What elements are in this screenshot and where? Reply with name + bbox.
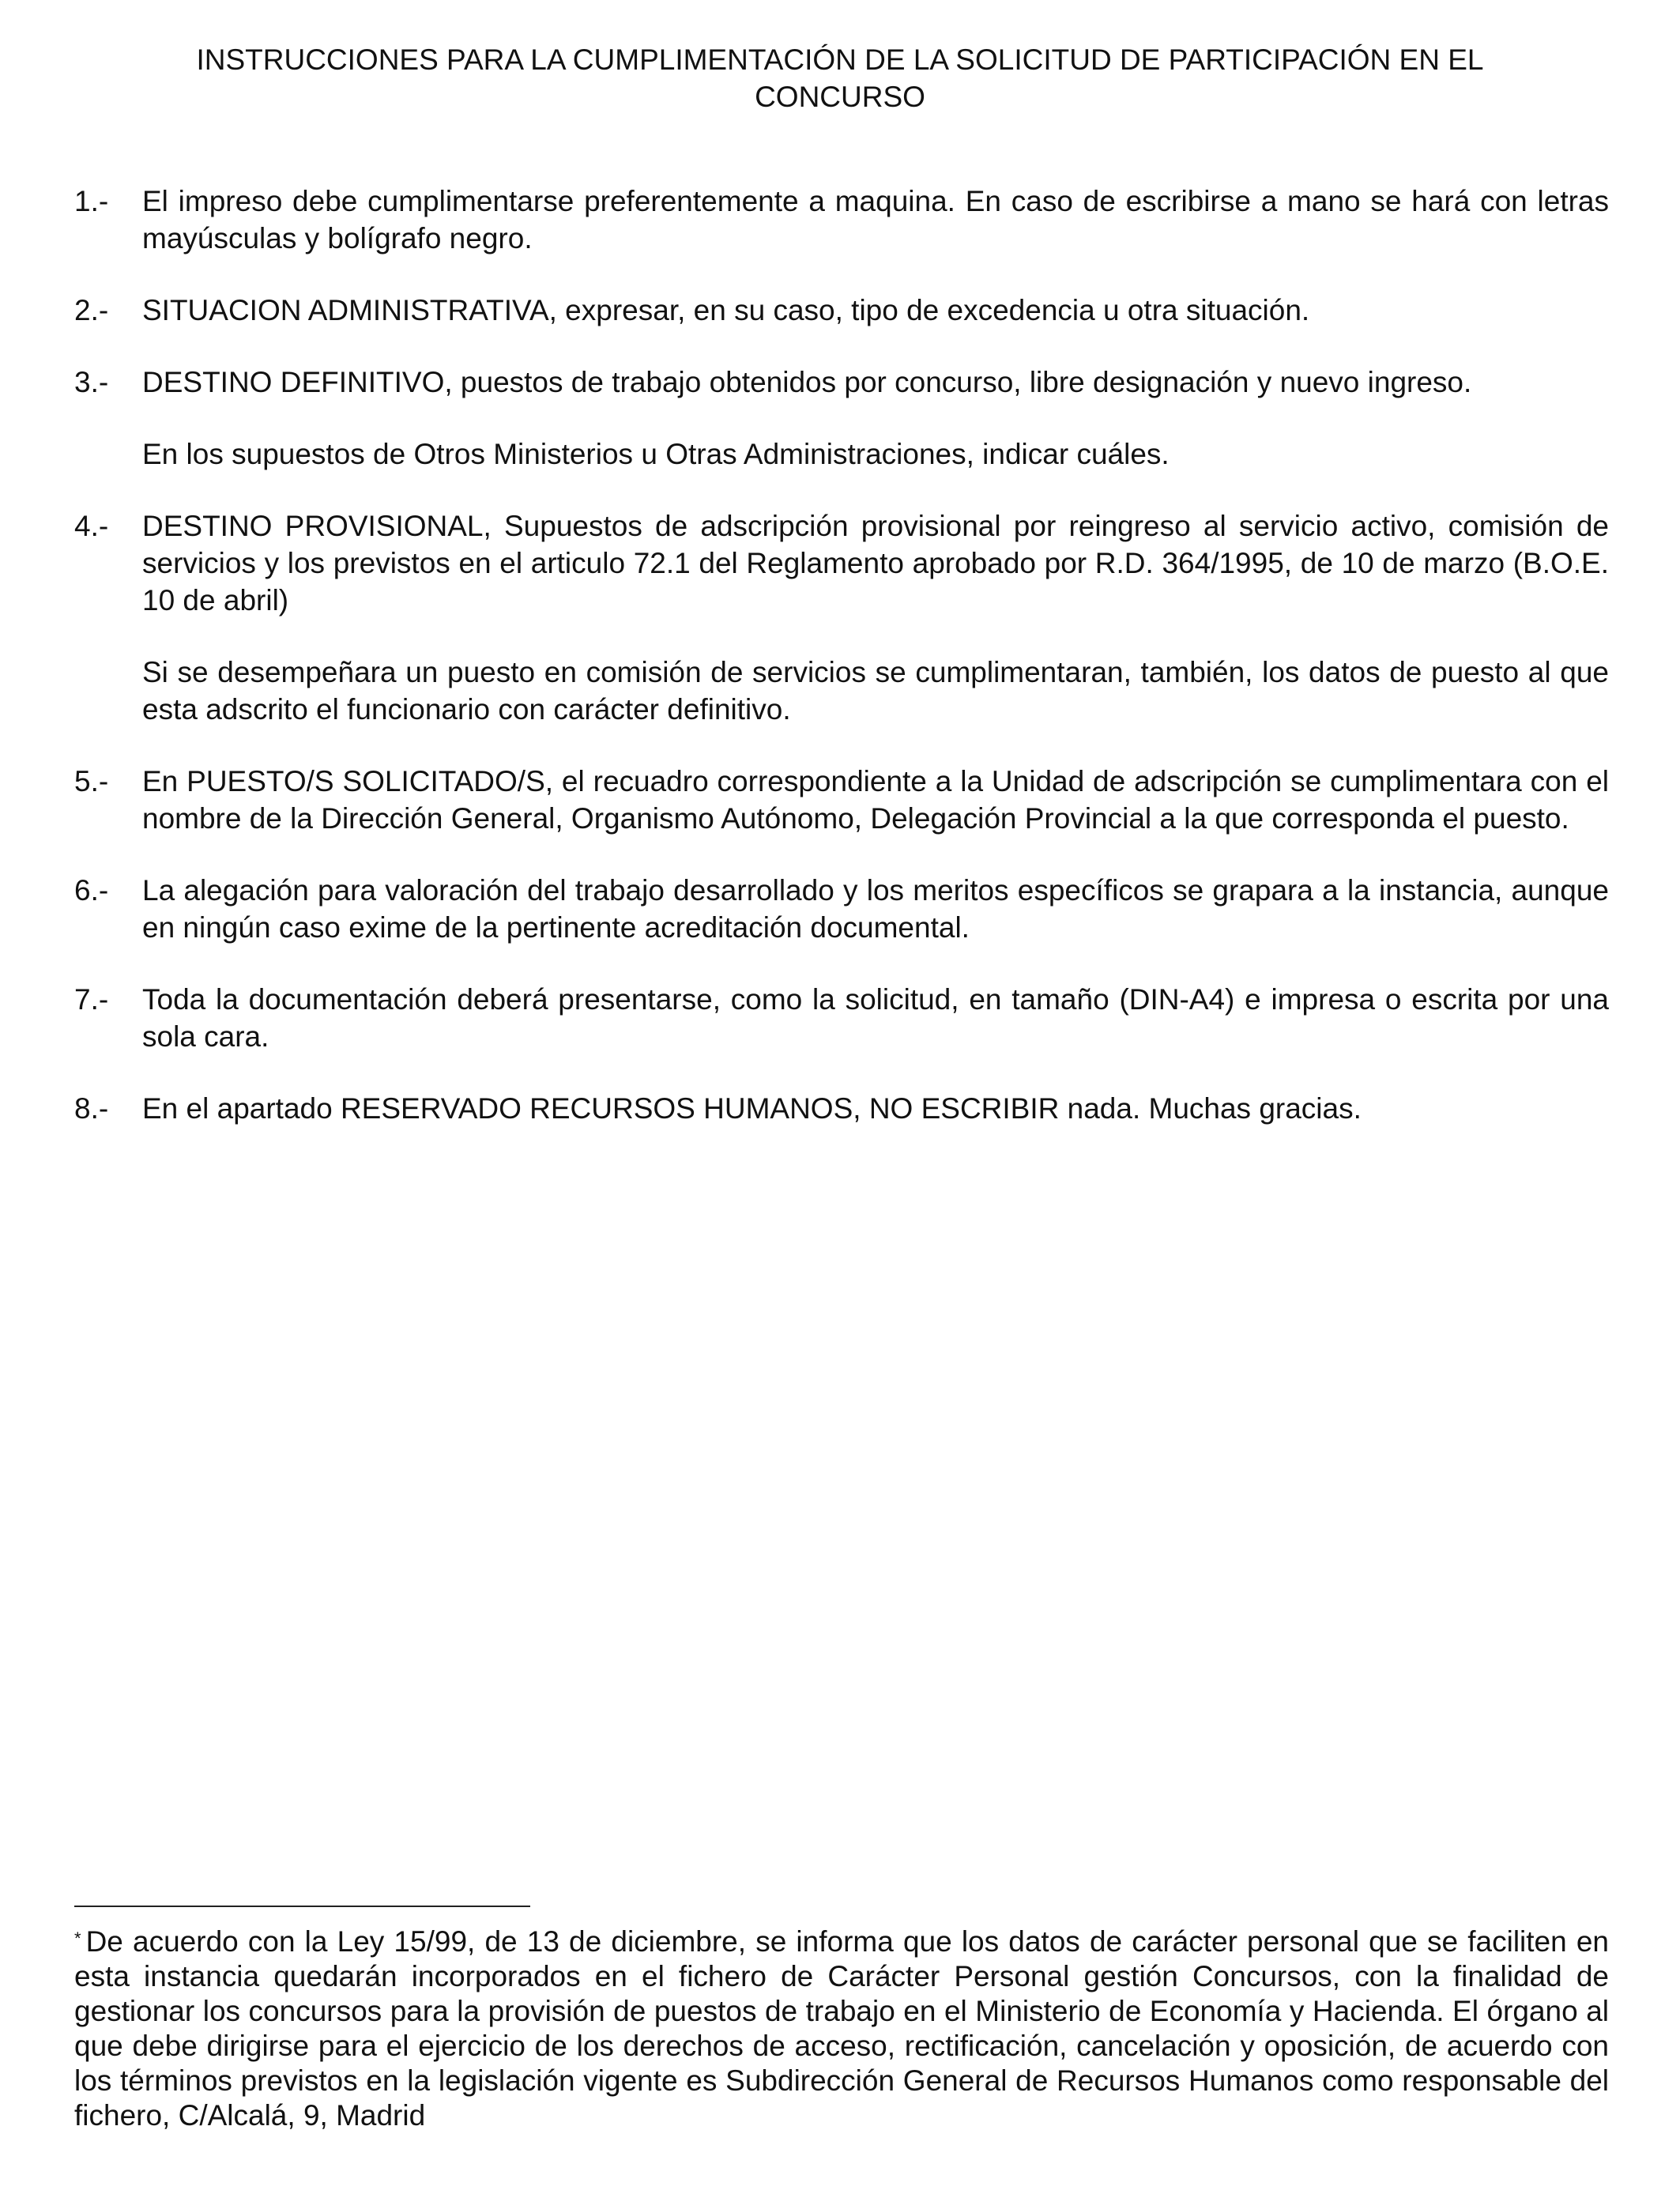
item-text: En PUESTO/S SOLICITADO/S, el recuadro correspondiente a la Unidad de adscripción se cumplimentara con el nombre de la Dirección General, Organismo Autónomo, Delegación Provincial a la que corresponda el puesto.: [142, 765, 1609, 835]
item-number: 3.-: [74, 366, 109, 398]
list-item: [74, 507, 1609, 728]
item-text: En los supuestos de Otros Ministerios u Otras Administraciones, indicar cuáles.: [142, 438, 1170, 470]
item-text: DESTINO DEFINITIVO, puestos de trabajo obtenidos por concurso, libre designación y nuevo ingreso.: [142, 366, 1472, 398]
item-text: En el apartado RESERVADO RECURSOS HUMANOS, NO ESCRIBIR nada. Muchas gracias.: [142, 1092, 1362, 1125]
item-text: Toda la documentación deberá presentarse, como la solicitud, en tamaño (DIN-A4) e impresa o escrita por una sola cara.: [142, 983, 1609, 1053]
list-item: [74, 183, 1609, 257]
item-text: La alegación para valoración del trabajo desarrollado y los meritos específicos se grapara a la instancia, aunque en ningún caso exime de la pertinente acreditación documental.: [142, 874, 1609, 944]
item-text: DESTINO PROVISIONAL, Supuestos de adscripción provisional por reingreso al servicio activo, comisión de servicios y los previstos en el articulo 72.1 del Reglamento aprobado por R.D. 364/1995, de 10 de marzo (B.O.E. 10 de abril): [142, 510, 1609, 616]
list-item: [74, 1090, 1609, 1127]
item-text: El impreso debe cumplimentarse preferentemente a maquina. En caso de escribirse a mano se hará con letras mayúsculas y bolígrafo negro.: [142, 185, 1609, 254]
item-number: 7.-: [74, 983, 109, 1016]
instructions-list: [74, 183, 1609, 1162]
list-item: [74, 872, 1609, 946]
item-number: 1.-: [74, 185, 109, 217]
item-text: Si se desempeñara un puesto en comisión de servicios se cumplimentaran, también, los datos de puesto al que esta adscrito el funcionario con carácter definitivo.: [142, 656, 1609, 726]
item-number: 6.-: [74, 874, 109, 907]
footnote-mark: *: [74, 1928, 81, 1948]
footnote: [74, 1924, 1609, 2133]
list-item: [74, 364, 1609, 473]
item-number: 8.-: [74, 1092, 109, 1125]
footnote-text: De acuerdo con la Ley 15/99, de 13 de diciembre, se informa que los datos de carácter personal que se faciliten en esta instancia quedarán incorporados en el fichero de Carácter Personal gestión Concursos, con la finalidad de gestionar los concursos para la provisión de puestos de trabajo en el Ministerio de Economía y Hacienda. El órgano al que debe dirigirse para el ejercicio de los derechos de acceso, rectificación, cancelación y oposición, de acuerdo con los términos previstos en la legislación vigente es Subdirección General de Recursos Humanos como responsable del fichero, C/Alcalá, 9, Madrid: [74, 1925, 1609, 2132]
footnote-divider: [74, 1906, 530, 1907]
item-number: 4.-: [74, 510, 109, 542]
item-number: 2.-: [74, 294, 109, 326]
page-title: INSTRUCCIONES PARA LA CUMPLIMENTACIÓN DE LA SOLICITUD DE PARTICIPACIÓN EN EL CONCURSO: [196, 43, 1484, 113]
list-item: [74, 292, 1609, 329]
list-item: [74, 763, 1609, 837]
item-number: 5.-: [74, 765, 109, 797]
item-text: SITUACION ADMINISTRATIVA, expresar, en su caso, tipo de excedencia u otra situación.: [142, 294, 1310, 326]
list-item: [74, 981, 1609, 1055]
